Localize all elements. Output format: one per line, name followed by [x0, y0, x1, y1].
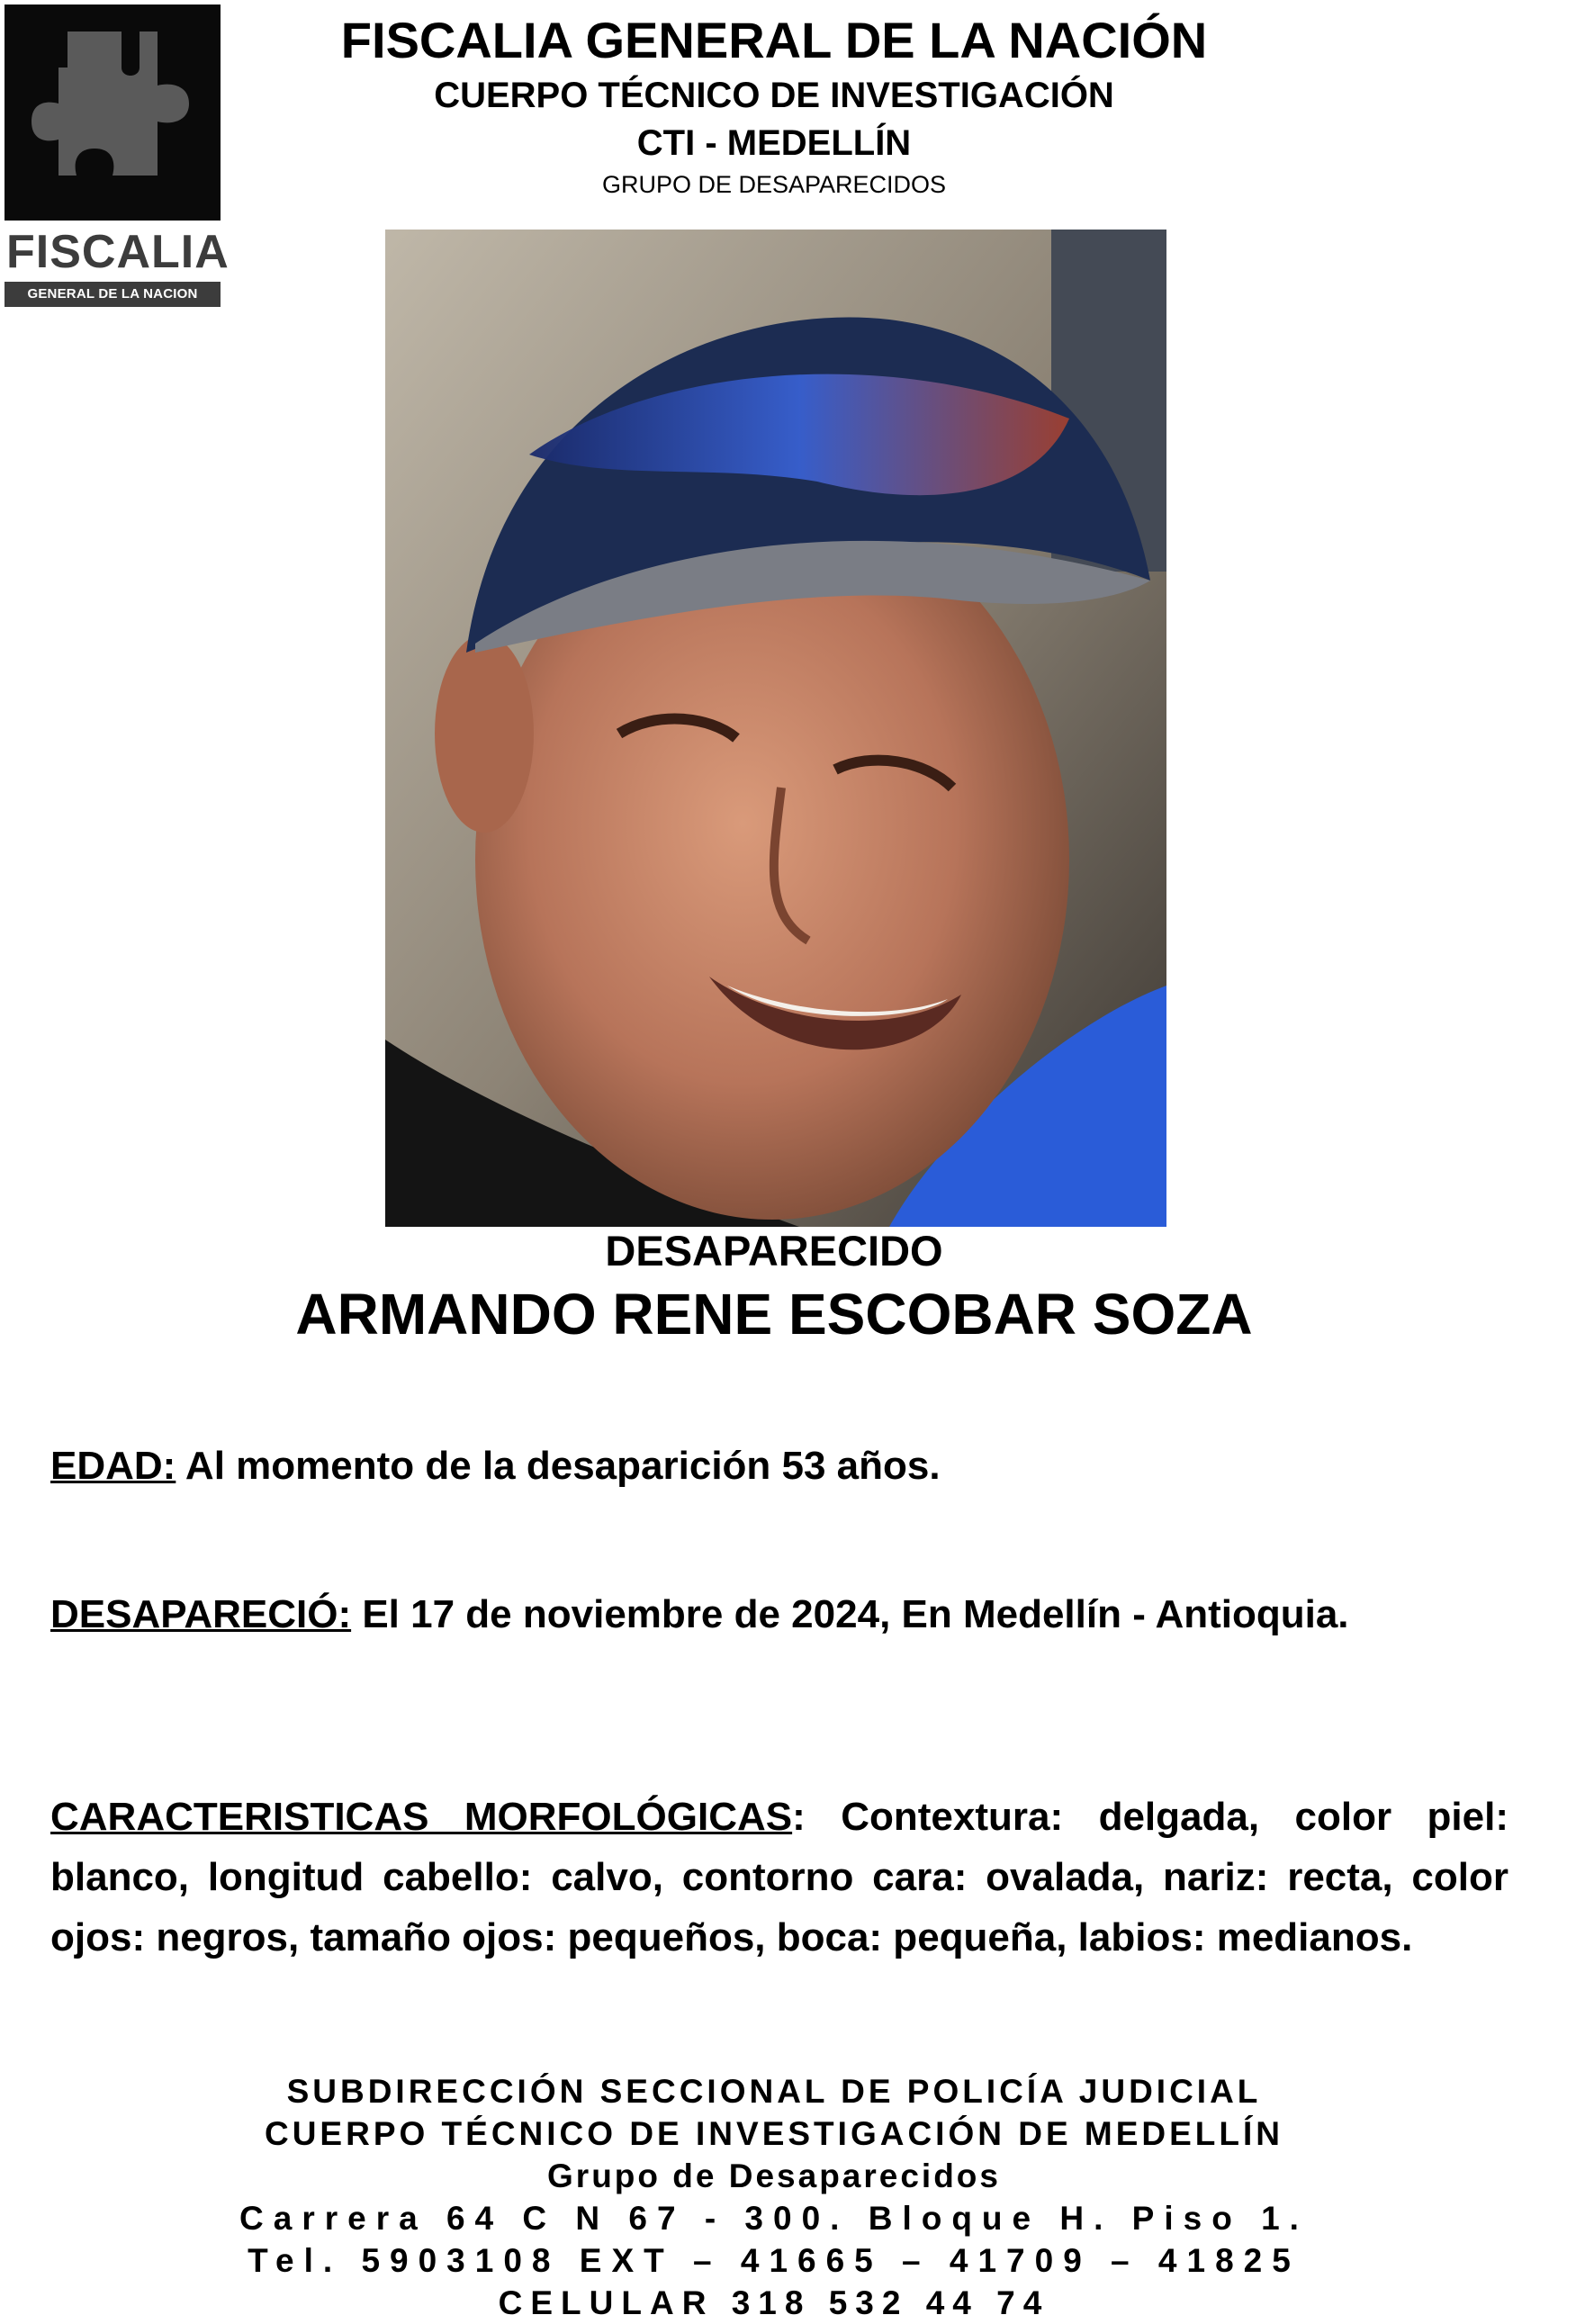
missing-person-photo — [385, 230, 1166, 1227]
person-name: ARMANDO RENE ESCOBAR SOZA — [295, 1282, 1253, 1347]
fiscalia-logo — [5, 5, 230, 306]
features-label: CARACTERISTICAS MORFOLÓGICAS — [50, 1795, 793, 1839]
features-paragraph — [50, 1787, 1508, 1968]
footer-phone: Tel. 5903108 EXT – 41665 – 41709 – 41825 — [248, 2242, 1301, 2279]
footer-line-1: SUBDIRECCIÓN SECCIONAL DE POLICÍA JUDICIAL — [286, 2073, 1262, 2110]
footer-address: Carrera 64 C N 67 - 300. Bloque H. Piso 1. — [239, 2200, 1309, 2237]
age-text: Al momento de la desaparición 53 años. — [176, 1444, 941, 1488]
header — [270, 9, 1278, 202]
missing-paragraph — [50, 1584, 1508, 1644]
footer-line-2: CUERPO TÉCNICO DE INVESTIGACIÓN DE MEDELLÍN — [264, 2115, 1283, 2152]
age-label: EDAD: — [50, 1444, 176, 1488]
puzzle-piece-icon — [5, 5, 221, 221]
missing-label: DESAPARECIÓ: — [50, 1592, 352, 1636]
footer — [0, 2070, 1548, 2324]
features-text: : Contextura: delgada, color piel: blanco, longitud cabello: calvo, contorno cara: ovalada, nariz: recta, color ojos: negros, tamaño ojos: pequeños, boca: pequeña, labios: medianos. — [50, 1795, 1508, 1959]
status-label: DESAPARECIDO — [605, 1227, 943, 1275]
header-line-2: CUERPO TÉCNICO DE INVESTIGACIÓN — [434, 76, 1114, 115]
logo-name: FISCALIA — [6, 226, 230, 278]
footer-line-3: Grupo de Desaparecidos — [547, 2157, 1001, 2194]
missing-text: El 17 de noviembre de 2024, En Medellín - Antioquia. — [351, 1592, 1349, 1636]
header-line-3: CTI - MEDELLÍN — [636, 123, 912, 163]
logo-subtitle: GENERAL DE LA NACION — [5, 282, 221, 307]
footer-mobile: CELULAR 318 532 44 74 — [498, 2284, 1050, 2321]
page-title: FISCALIA GENERAL DE LA NACIÓN — [340, 12, 1208, 68]
age-paragraph — [50, 1436, 1508, 1496]
header-line-4: GRUPO DE DESAPARECIDOS — [601, 171, 947, 198]
